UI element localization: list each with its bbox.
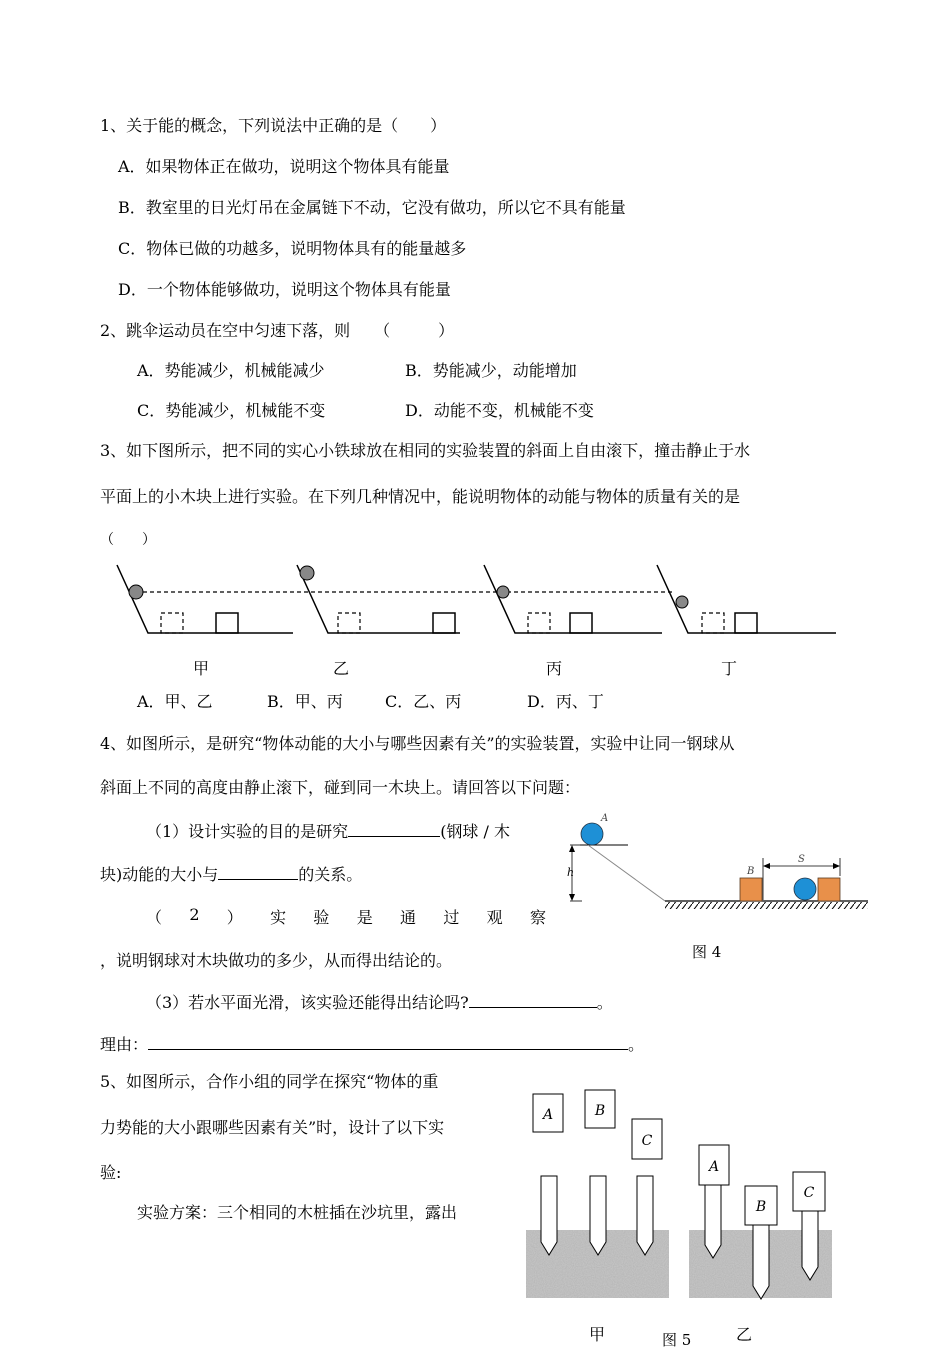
q4-part2-char: 2 (189, 905, 200, 924)
q4-stem-line1: 4、如图所示，是研究“物体动能的大小与哪些因素有关”的实验装置，实验中让同一钢球从 (100, 734, 735, 753)
q1-option-b: B．教室里的日光灯吊在金属链下不动，它没有做功，所以它不具有能量 (118, 198, 626, 217)
label-c-yi: C (803, 1185, 815, 1201)
stake-yi-c (802, 1211, 818, 1280)
q2-stem: 2、跳伞运动员在空中匀速下落，则 （ ） (100, 321, 455, 340)
q4-part2-char: 通 (400, 908, 417, 927)
stake-jia-2 (590, 1176, 606, 1255)
q4-blank-4[interactable] (148, 1033, 628, 1050)
steel-ball-bottom (794, 878, 816, 900)
q4-reason-line (100, 1033, 644, 1055)
ball-yi (300, 566, 314, 580)
q4-part1-text: （1）设计实验的目的是研究 (146, 822, 349, 841)
dashed-block-ding (702, 613, 724, 633)
q5-label-jia: 甲 (589, 1325, 606, 1344)
q3-label-bing: 丙 (546, 659, 563, 678)
ramp-jia (117, 565, 293, 633)
q1-option-a: A．如果物体正在做功，说明这个物体具有能量 (118, 157, 450, 176)
q4-part2-char: 察 (529, 908, 546, 927)
steel-ball-a (581, 823, 603, 845)
q3-option-a: A．甲、乙 (137, 692, 213, 711)
ball-jia (129, 585, 143, 599)
label-b-yi: B (755, 1199, 767, 1215)
q4-part2-char: （ (146, 908, 163, 927)
q3-figure (100, 555, 845, 645)
q4-part2-char: ） (226, 908, 243, 927)
q4-part1-cont: 块)动能的大小与 (100, 865, 219, 884)
q1-option-d: D．一个物体能够做功，说明这个物体具有能量 (118, 280, 451, 299)
q5-figure (520, 1082, 840, 1307)
q4-part2-char: 过 (443, 908, 460, 927)
label-a-jia: A (542, 1107, 554, 1123)
dashed-block-jia (161, 613, 183, 633)
q4-part2-char: 实 (270, 908, 287, 927)
q4-reason-period: 。 (628, 1035, 645, 1054)
q1-stem: 1、关于能的概念，下列说法中正确的是（ ） (100, 116, 447, 135)
q3-stem-line1: 3、如下图所示，把不同的实心小铁球放在相同的实验装置的斜面上自由滚下，撞击静止于水 (100, 441, 751, 460)
q3-label-yi: 乙 (333, 659, 350, 678)
block-jia (216, 613, 238, 633)
q4-part2-cont: ，说明钢球对木块做功的多少，从而得出结论的。 (100, 951, 453, 970)
q5-label-yi: 乙 (736, 1325, 753, 1344)
q5-figure-caption: 图 5 (662, 1331, 692, 1349)
q3-stem-line2: 平面上的小木块上进行实验。在下列几种情况中，能说明物体的动能与物体的质量有关的是 (100, 487, 741, 506)
q2-option-b: B．势能减少，动能增加 (405, 361, 577, 380)
q5-line4: 实验方案：三个相同的木桩插在沙坑里，露出 (137, 1203, 458, 1222)
q4-blank-1[interactable] (348, 820, 440, 837)
q4-part1-end: 的关系。 (298, 865, 363, 884)
ramp-bing (484, 565, 662, 633)
q5-line1: 5、如图所示，合作小组的同学在探究“物体的重 (100, 1072, 439, 1091)
q4-stem-line2: 斜面上不同的高度由静止滚下，碰到同一木块上。请回答以下问题： (100, 778, 581, 797)
q5-line2: 力势能的大小跟哪些因素有关”时，设计了以下实 (100, 1118, 445, 1137)
q4-part3-text: （3）若水平面光滑，该实验还能得出结论吗? (146, 993, 469, 1012)
stake-yi-b (753, 1225, 769, 1299)
stake-yi-a (705, 1185, 721, 1258)
dashed-block-bing (528, 613, 550, 633)
q4-part1-line (146, 820, 510, 842)
q3-label-ding: 丁 (721, 659, 738, 678)
q4-part2-line (146, 905, 546, 928)
q3-option-b: B．甲、丙 (267, 692, 343, 711)
wood-block-moved (818, 878, 840, 901)
stake-jia-3 (637, 1176, 653, 1255)
q3-option-c: C．乙、丙 (385, 692, 462, 711)
q4-part1-hint: (钢球 / 木 (440, 822, 510, 841)
block-ding (735, 613, 757, 633)
wood-block-b (740, 878, 762, 901)
q2-option-a: A．势能减少，机械能减少 (137, 361, 325, 380)
q3-label-jia: 甲 (193, 659, 210, 678)
block-yi (433, 613, 455, 633)
q1-option-c: C．物体已做的功越多，说明物体具有的能量越多 (118, 239, 467, 258)
q2-option-d: D．动能不变，机械能不变 (405, 401, 594, 420)
ball-bing (497, 586, 509, 598)
q2-option-c: C．势能减少，机械能不变 (137, 401, 326, 420)
q4-figure-caption: 图 4 (692, 943, 722, 961)
q4-part2-char: 验 (313, 908, 330, 927)
q4-part3-period: 。 (596, 993, 613, 1012)
q4-blank-2[interactable] (218, 863, 298, 880)
label-a-yi: A (708, 1159, 720, 1175)
q4-part3-line (146, 991, 613, 1013)
q4-reason-label: 理由： (100, 1035, 149, 1054)
q4-part1-line2 (100, 863, 362, 885)
label-b-jia: B (594, 1103, 606, 1119)
label-c-jia: C (641, 1133, 653, 1149)
label-b: B (747, 866, 755, 877)
q5-line3: 验: (100, 1163, 122, 1182)
ball-ding (676, 596, 688, 608)
ground-hatch (665, 902, 868, 909)
label-h: h (567, 866, 575, 879)
dashed-block-yi (338, 613, 360, 633)
label-s: S (798, 854, 805, 865)
q4-part2-char: 观 (486, 908, 503, 927)
label-a: A (601, 813, 609, 824)
q3-bracket: （ ） (100, 532, 156, 548)
q4-blank-3[interactable] (469, 991, 597, 1008)
q3-option-d: D．丙、丁 (527, 692, 604, 711)
ramp-yi (297, 565, 460, 633)
block-bing (570, 613, 592, 633)
stake-jia-1 (541, 1176, 557, 1255)
q4-figure (560, 808, 872, 916)
q4-part2-char: 是 (356, 908, 373, 927)
incline-line (588, 845, 665, 901)
